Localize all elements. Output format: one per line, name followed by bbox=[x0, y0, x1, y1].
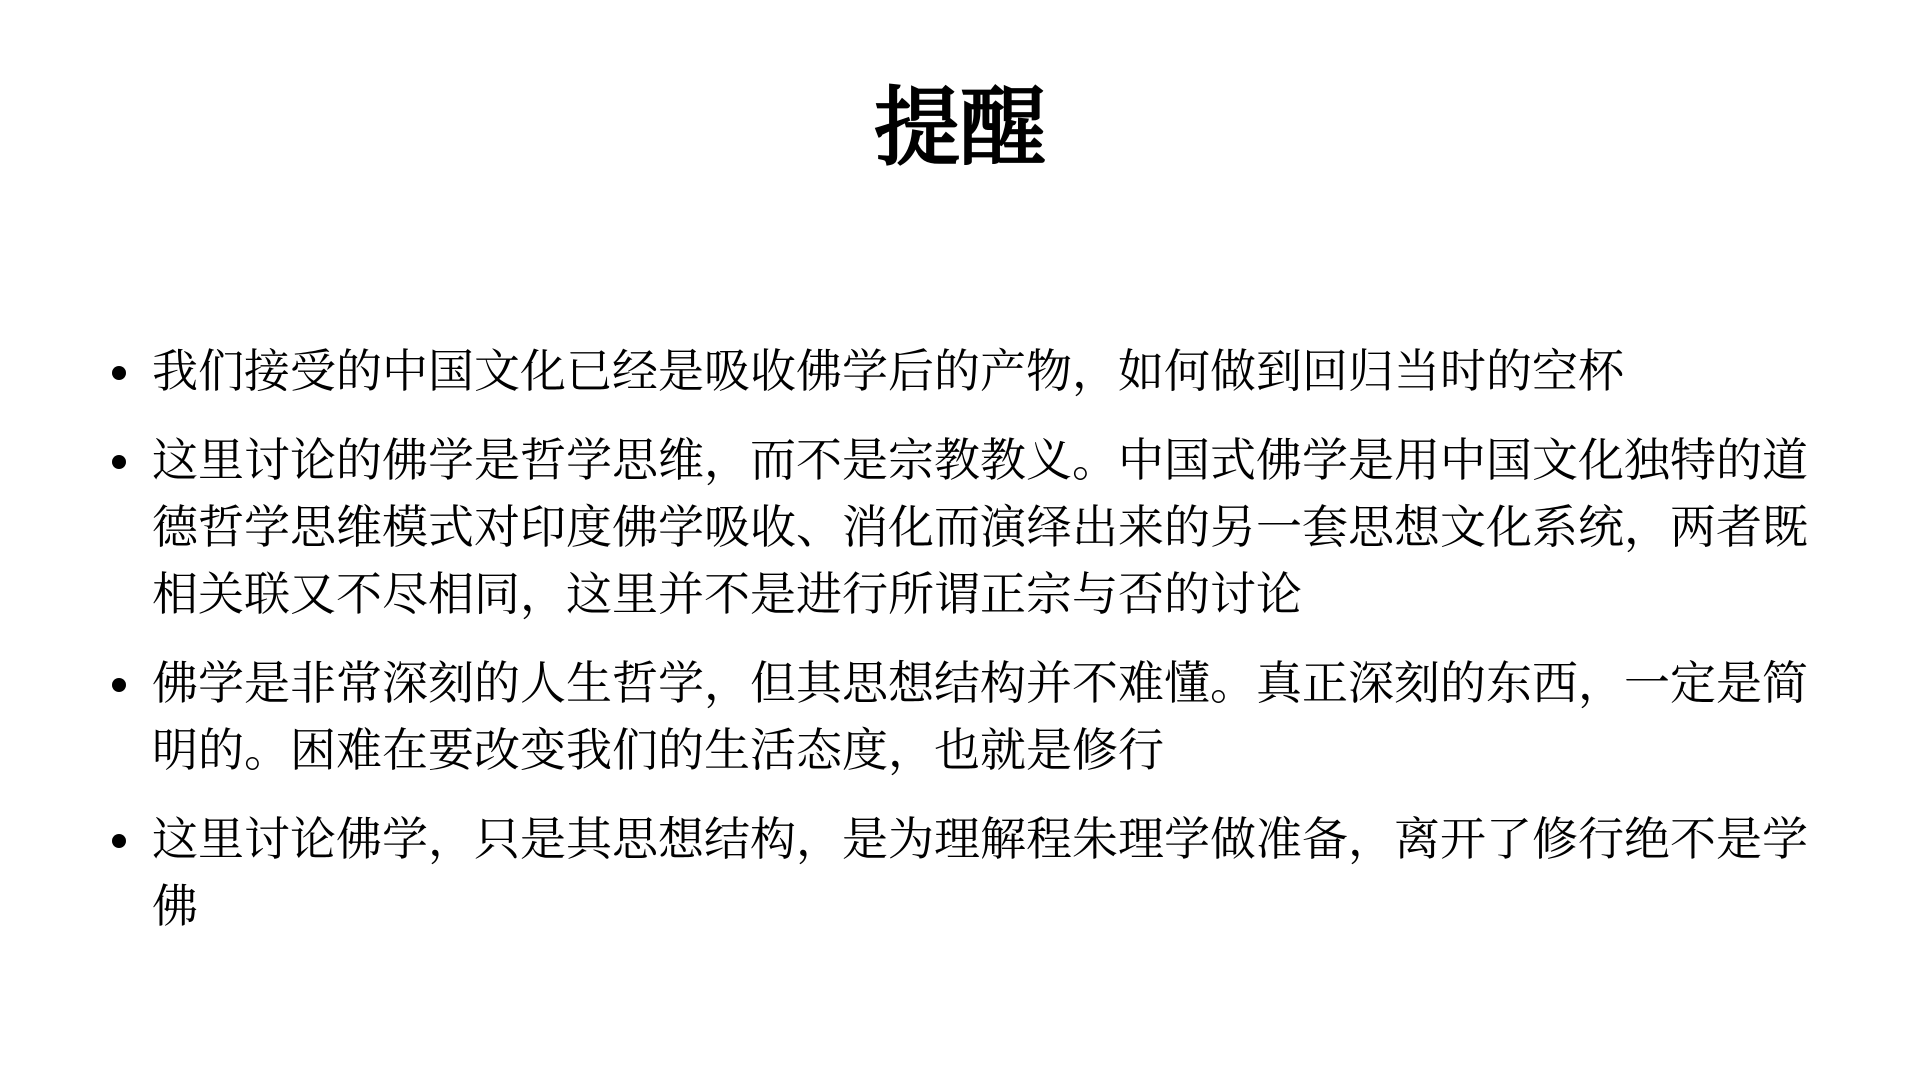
bullet-dot-icon bbox=[112, 455, 126, 469]
slide-title: 提醒 bbox=[874, 78, 1046, 178]
bullet-text: 这里讨论佛学，只是其思想结构，是为理解程朱理学做准备，离开了修行绝不是学佛 bbox=[152, 812, 1808, 933]
bullet-item bbox=[104, 650, 1824, 784]
bullet-text: 佛学是非常深刻的人生哲学，但其思想结构并不难懂。真正深刻的东西，一定是简明的。困难在要改变我们的生活态度，也就是修行 bbox=[152, 656, 1808, 777]
bullet-list bbox=[104, 338, 1824, 962]
bullet-dot-icon bbox=[112, 834, 126, 848]
bullet-dot-icon bbox=[112, 366, 126, 380]
bullet-item bbox=[104, 806, 1824, 940]
bullet-text: 这里讨论的佛学是哲学思维，而不是宗教教义。中国式佛学是用中国文化独特的道德哲学思维模式对印度佛学吸收、消化而演绎出来的另一套思想文化系统，两者既相关联又不尽相同，这里并不是进行所谓正宗与否的讨论 bbox=[152, 433, 1808, 621]
bullet-text: 我们接受的中国文化已经是吸收佛学后的产物，如何做到回归当时的空杯 bbox=[152, 344, 1624, 398]
bullet-item bbox=[104, 427, 1824, 628]
bullet-dot-icon bbox=[112, 678, 126, 692]
bullet-item bbox=[104, 338, 1824, 405]
